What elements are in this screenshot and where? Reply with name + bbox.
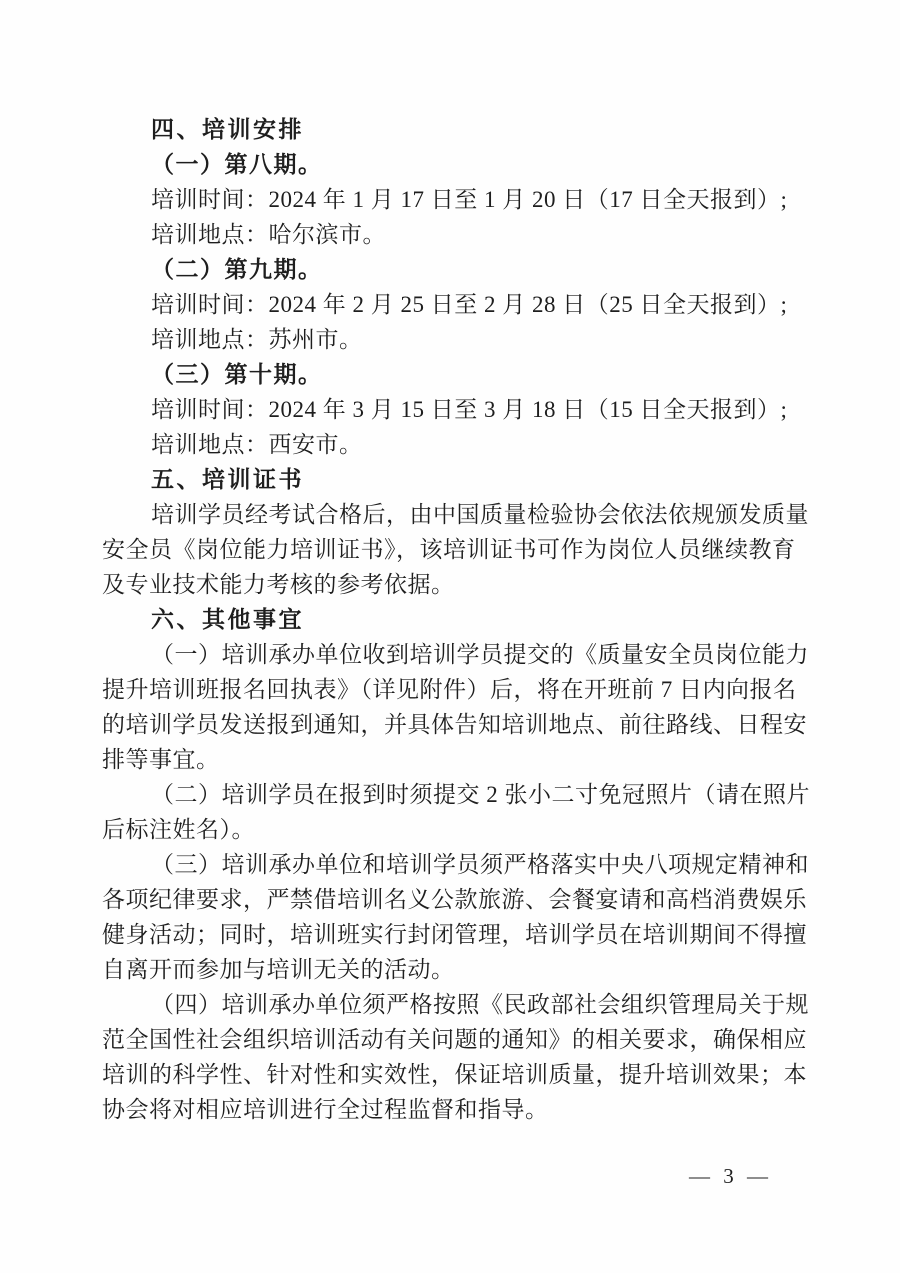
document-body	[102, 112, 810, 1127]
section-heading: 四、培训安排	[151, 116, 304, 142]
text-line: 后标注姓名）。	[102, 817, 255, 842]
session-subheading: （二）第九期。	[151, 257, 323, 282]
text-line: 及专业技术能力考核的参考依据。	[102, 572, 455, 597]
section-heading: 六、其他事宜	[151, 606, 304, 632]
text-line: 协会将对相应培训进行全过程监督和指导。	[102, 1097, 549, 1122]
text-line: 自离开而参加与培训无关的活动。	[102, 957, 455, 982]
text-line: 的培训学员发送报到通知，并具体告知培训地点、前往路线、日程安	[102, 712, 807, 737]
text-line: 培训的科学性、针对性和实效性，保证培训质量，提升培训效果；本	[102, 1062, 807, 1087]
text-line: 培训学员经考试合格后，由中国质量检验协会依法依规颁发质量	[151, 502, 809, 527]
text-line: 培训时间：2024 年 1 月 17 日至 1 月 20 日（17 日全天报到）;	[151, 187, 788, 212]
section-heading: 五、培训证书	[151, 466, 304, 492]
session-subheading: （一）第八期。	[151, 152, 323, 177]
text-line: （四）培训承办单位须严格按照《民政部社会组织管理局关于规	[151, 992, 809, 1017]
text-line: （二）培训学员在报到时须提交 2 张小二寸免冠照片（请在照片	[151, 782, 810, 807]
text-line: 培训地点：西安市。	[151, 432, 363, 457]
page-number: — 3 —	[689, 1164, 772, 1188]
text-line: 培训时间：2024 年 2 月 25 日至 2 月 28 日（25 日全天报到）;	[151, 292, 788, 317]
text-line: （一）培训承办单位收到培训学员提交的《质量安全员岗位能力	[151, 642, 809, 667]
text-line: 各项纪律要求，严禁借培训名义公款旅游、会餐宴请和高档消费娱乐	[102, 887, 807, 912]
text-line: 范全国性社会组织培训活动有关问题的通知》的相关要求，确保相应	[102, 1027, 807, 1052]
text-line: （三）培训承办单位和培训学员须严格落实中央八项规定精神和	[151, 852, 809, 877]
text-line: 培训时间：2024 年 3 月 15 日至 3 月 18 日（15 日全天报到）;	[151, 397, 788, 422]
text-line: 培训地点：苏州市。	[151, 327, 363, 352]
text-line: 健身活动；同时，培训班实行封闭管理，培训学员在培训期间不得擅	[102, 922, 807, 947]
session-subheading: （三）第十期。	[151, 362, 323, 387]
text-line: 培训地点：哈尔滨市。	[151, 222, 386, 247]
text-line: 安全员《岗位能力培训证书》，该培训证书可作为岗位人员继续教育	[102, 537, 796, 562]
text-line: 提升培训班报名回执表》（详见附件）后，将在开班前 7 日内向报名	[102, 677, 797, 702]
text-line: 排等事宜。	[102, 747, 220, 772]
